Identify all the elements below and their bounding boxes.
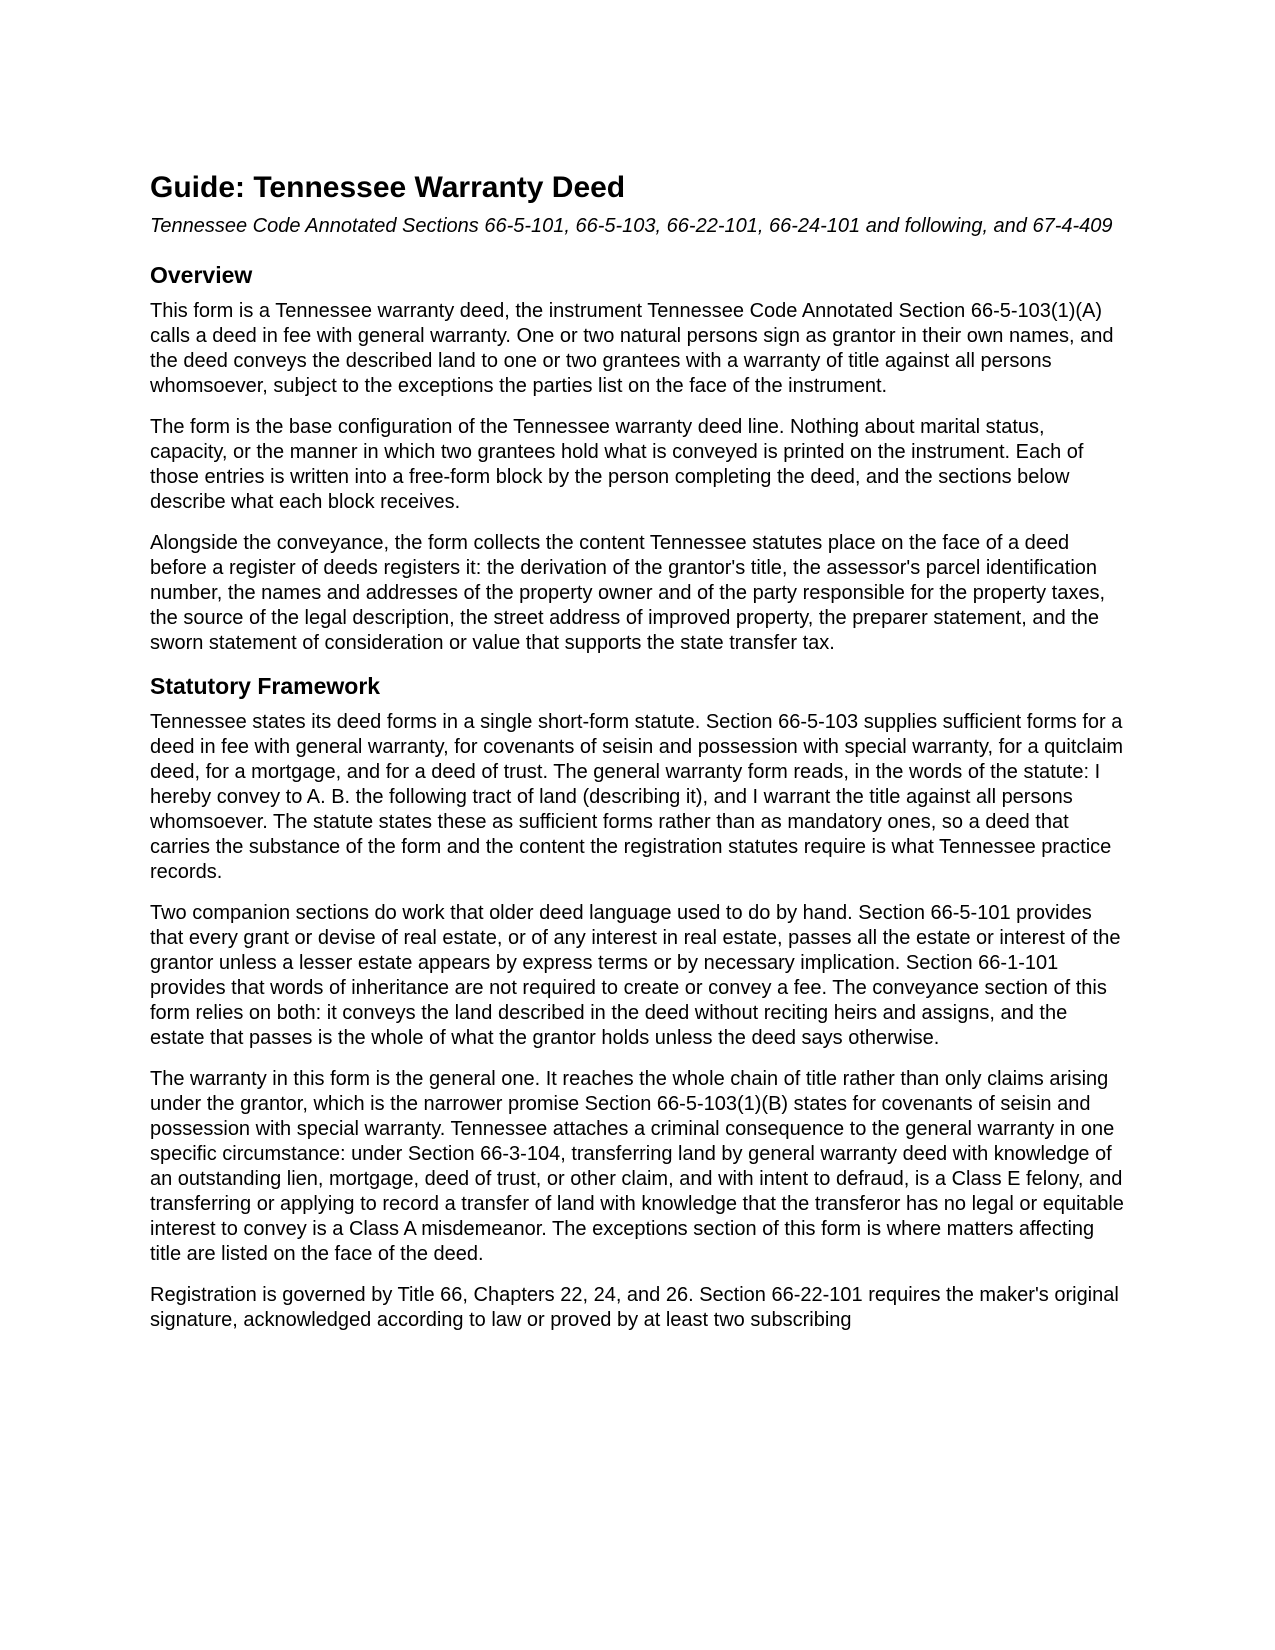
document-page [150,170,1125,1349]
page-title: Guide: Tennessee Warranty Deed [150,171,626,204]
paragraph: Tennessee states its deed forms in a single short-form statute. Section 66-5-103 supplies sufficient forms for a deed in fee with general warranty, for covenants of seisin and possession with special warranty, for a quitclaim deed, for a mortgage, and for a deed of trust. The general warranty form reads, in the words of the statute: I hereby convey to A. B. the following tract of land (describing it), and I warrant the title against all persons whomsoever. The statute states these as sufficient forms rather than as mandatory ones, so a deed that carries the substance of the form and the content the registration statutes require is what Tennessee practice records. [150,711,1124,883]
section-heading: Statutory Framework [150,673,381,699]
paragraph: Registration is governed by Title 66, Chapters 22, 24, and 26. Section 66-22-101 requires the maker's original signature, acknowledged according to law or proved by at least two subscribing [150,1284,1119,1331]
paragraph: The warranty in this form is the general one. It reaches the whole chain of title rather than only claims arising under the grantor, which is the narrower promise Section 66-5-103(1)(B) states for covenants of seisin and possession with special warranty. Tennessee attaches a criminal consequence to the general warranty in one specific circumstance: under Section 66-3-104, transferring land by general warranty deed with knowledge of an outstanding lien, mortgage, deed of trust, or other claim, and with intent to defraud, is a Class E felony, and transferring or applying to record a transfer of land with knowledge that the transferor has no legal or equitable interest to convey is a Class A misdemeanor. The exceptions section of this form is where matters affecting title are listed on the face of the deed. [150,1068,1124,1265]
paragraph: The form is the base configuration of the Tennessee warranty deed line. Nothing about marital status, capacity, or the manner in which two grantees hold what is conveyed is printed on the instrument. Each of those entries is written into a free-form block by the person completing the deed, and the sections below describe what each block receives. [150,416,1084,513]
statute-citation: Tennessee Code Annotated Sections 66-5-101, 66-5-103, 66-22-101, 66-24-101 and following, and 67-4-409 [150,215,1113,237]
paragraph: Two companion sections do work that older deed language used to do by hand. Section 66-5-101 provides that every grant or devise of real estate, or of any interest in real estate, passes all the estate or interest of the grantor unless a lesser estate appears by express terms or by necessary implication. Section 66-1-101 provides that words of inheritance are not required to create or convey a fee. The conveyance section of this form relies on both: it conveys the land described in the deed without reciting heirs and assigns, and the estate that passes is the whole of what the grantor holds unless the deed says otherwise. [150,902,1121,1049]
section-heading: Overview [150,262,253,288]
section-statutory-framework [150,672,1125,1333]
paragraph: This form is a Tennessee warranty deed, the instrument Tennessee Code Annotated Section 66-5-103(1)(A) calls a deed in fee with general warranty. One or two natural persons sign as grantor in their own names, and the deed conveys the described land to one or two grantees with a warranty of title against all persons whomsoever, subject to the exceptions the parties list on the face of the instrument. [150,300,1114,397]
paragraph: Alongside the conveyance, the form collects the content Tennessee statutes place on the face of a deed before a register of deeds registers it: the derivation of the grantor's title, the assessor's parcel identification number, the names and addresses of the property owner and of the party responsible for the property taxes, the source of the legal description, the street address of improved property, the preparer statement, and the sworn statement of consideration or value that supports the state transfer tax. [150,532,1105,654]
section-overview [150,261,1125,656]
